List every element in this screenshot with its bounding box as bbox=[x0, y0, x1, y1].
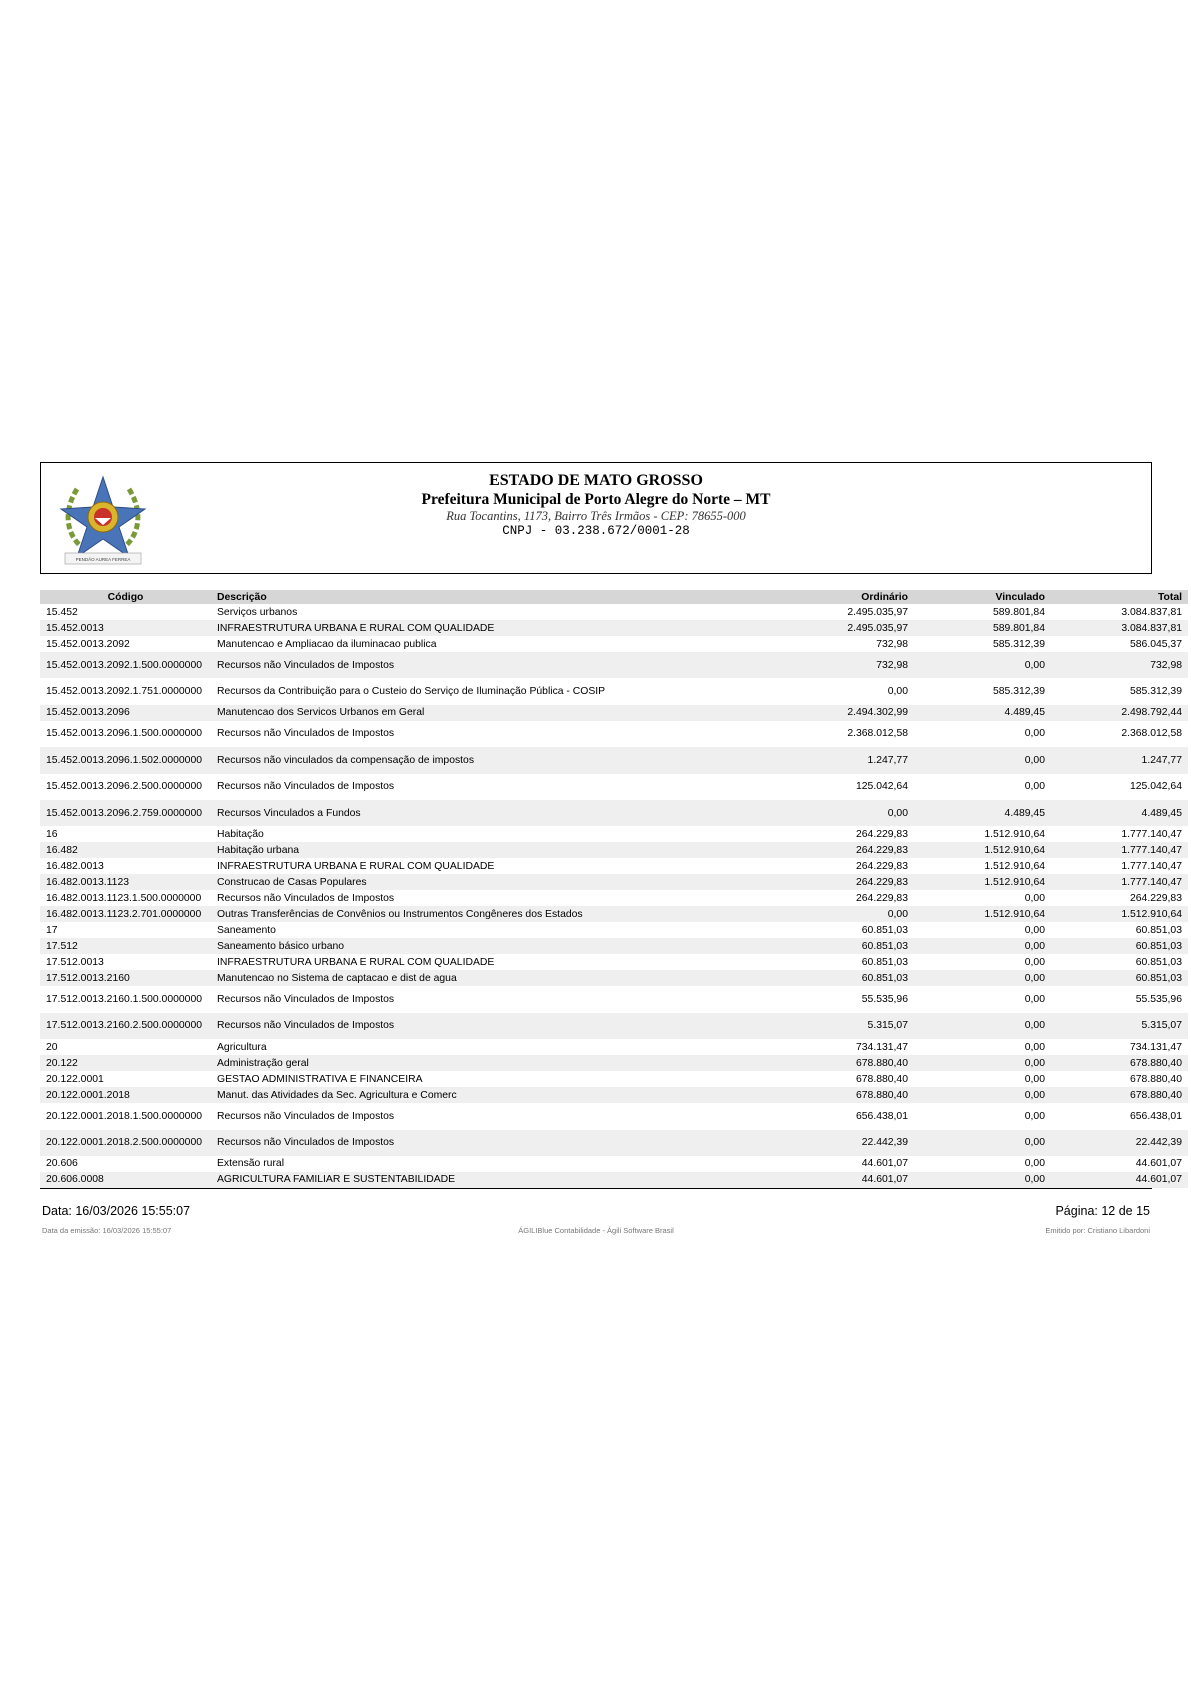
cell-vinculado: 0,00 bbox=[1024, 728, 1045, 740]
cell-ordinario: 5.315,07 bbox=[769, 1013, 914, 1039]
cell-description: Recursos não Vinculados de Impostos bbox=[211, 1130, 769, 1156]
cell-description: Saneamento bbox=[217, 924, 276, 936]
cnpj-line: CNPJ - 03.238.672/0001-28 bbox=[502, 524, 690, 538]
table-row bbox=[40, 1071, 1188, 1087]
table-row bbox=[40, 604, 1188, 620]
table-row bbox=[40, 938, 1188, 954]
cell-code: 20.122 bbox=[40, 1055, 211, 1071]
cell-description: Recursos não Vinculados de Impostos bbox=[211, 1013, 769, 1039]
address-line: Rua Tocantins, 1173, Bairro Três Irmãos - CEP: 78655-000 bbox=[446, 509, 746, 523]
cell-ordinario: 60.851,03 bbox=[861, 956, 908, 968]
cell-code: 15.452.0013.2096.1.500.0000000 bbox=[46, 728, 203, 740]
cell-description: Recursos Vinculados a Fundos bbox=[211, 800, 769, 826]
cell-code: 15.452.0013.2092.1.500.0000000 bbox=[40, 652, 211, 678]
cell-total: 1.512.910,64 bbox=[1051, 906, 1188, 922]
cell-total: 55.535,96 bbox=[1135, 994, 1182, 1006]
cell-code: 20.122.0001 bbox=[46, 1073, 104, 1085]
cell-ordinario: 2.495.035,97 bbox=[769, 620, 914, 636]
table-row bbox=[40, 826, 1188, 842]
cell-ordinario: 732,98 bbox=[769, 652, 914, 678]
cell-description: Recursos não Vinculados de Impostos bbox=[217, 728, 395, 740]
cell-ordinario: 678.880,40 bbox=[855, 1073, 908, 1085]
cell-description: Recursos não Vinculados de Impostos bbox=[217, 994, 395, 1006]
cell-vinculado: 0,00 bbox=[914, 747, 1051, 773]
state-title: ESTADO DE MATO GROSSO bbox=[489, 472, 703, 489]
cell-code: 16.482.0013.1123 bbox=[40, 874, 211, 890]
cell-total: 22.442,39 bbox=[1051, 1130, 1188, 1156]
table-row bbox=[40, 721, 1188, 747]
cell-code: 16.482 bbox=[40, 842, 211, 858]
cell-vinculado: 0,00 bbox=[914, 1013, 1051, 1039]
cell-ordinario: 60.851,03 bbox=[769, 970, 914, 986]
cell-description: Habitação bbox=[217, 828, 264, 840]
table-row bbox=[40, 1103, 1188, 1129]
table-bottom-rule bbox=[40, 1188, 1152, 1189]
cell-vinculado: 0,00 bbox=[1024, 994, 1045, 1006]
cell-ordinario: 22.442,39 bbox=[769, 1130, 914, 1156]
cell-ordinario: 678.880,40 bbox=[769, 1087, 914, 1103]
cell-total: 60.851,03 bbox=[1135, 956, 1182, 968]
cell-total: 60.851,03 bbox=[1051, 970, 1188, 986]
cell-description: Recursos não Vinculados de Impostos bbox=[217, 892, 395, 904]
cell-ordinario: 55.535,96 bbox=[861, 994, 908, 1006]
cell-ordinario: 60.851,03 bbox=[861, 924, 908, 936]
cell-vinculado: 589.801,84 bbox=[992, 606, 1045, 618]
cell-code: 16 bbox=[46, 828, 58, 840]
cell-vinculado: 0,00 bbox=[1024, 1110, 1045, 1122]
cell-ordinario: 1.247,77 bbox=[769, 747, 914, 773]
cell-total: 678.880,40 bbox=[1129, 1073, 1182, 1085]
cell-vinculado: 0,00 bbox=[1024, 924, 1045, 936]
cell-vinculado: 1.512.910,64 bbox=[984, 828, 1045, 840]
table-row bbox=[40, 986, 1188, 1012]
cell-ordinario: 264.229,83 bbox=[769, 842, 914, 858]
cell-total: 2.368.012,58 bbox=[1121, 728, 1182, 740]
cell-code: 17.512 bbox=[40, 938, 211, 954]
column-header-ordinario: Ordinário bbox=[769, 590, 914, 604]
cell-ordinario: 264.229,83 bbox=[855, 860, 908, 872]
cell-vinculado: 0,00 bbox=[1024, 956, 1045, 968]
column-header-code: Código bbox=[40, 590, 211, 604]
cell-code: 20.606 bbox=[46, 1158, 78, 1170]
cell-vinculado: 0,00 bbox=[1024, 1073, 1045, 1085]
cell-description: AGRICULTURA FAMILIAR E SUSTENTABILIDADE bbox=[211, 1172, 769, 1188]
cell-ordinario: 264.229,83 bbox=[855, 892, 908, 904]
cell-total: 678.880,40 bbox=[1051, 1087, 1188, 1103]
table-row bbox=[40, 954, 1188, 970]
cell-total: 586.045,37 bbox=[1129, 638, 1182, 650]
cell-ordinario: 734.131,47 bbox=[855, 1041, 908, 1053]
logo-banner: PENDÃO AUREA FERREA bbox=[75, 557, 131, 562]
cell-ordinario: 0,00 bbox=[769, 906, 914, 922]
cell-description: Outras Transferências de Convênios ou Instrumentos Congêneres dos Estados bbox=[211, 906, 769, 922]
cell-vinculado: 585.312,39 bbox=[992, 686, 1045, 698]
cell-vinculado: 0,00 bbox=[914, 1130, 1051, 1156]
cell-description: Habitação urbana bbox=[211, 842, 769, 858]
cell-description: Saneamento básico urbano bbox=[211, 938, 769, 954]
cell-code: 15.452.0013 bbox=[40, 620, 211, 636]
cell-description: Recursos não vinculados da compensação de impostos bbox=[211, 747, 769, 773]
cell-vinculado: 0,00 bbox=[914, 1172, 1051, 1188]
cell-total: 656.438,01 bbox=[1129, 1110, 1182, 1122]
cell-code: 20 bbox=[46, 1041, 58, 1053]
cell-total: 60.851,03 bbox=[1135, 924, 1182, 936]
cell-vinculado: 0,00 bbox=[1024, 892, 1045, 904]
expense-table bbox=[40, 590, 1188, 1188]
cell-total: 44.601,07 bbox=[1135, 1158, 1182, 1170]
cell-total: 3.084.837,81 bbox=[1051, 620, 1188, 636]
table-body bbox=[40, 604, 1188, 1188]
cell-vinculado: 1.512.910,64 bbox=[984, 860, 1045, 872]
cell-vinculado: 0,00 bbox=[1024, 1041, 1045, 1053]
cell-vinculado: 1.512.910,64 bbox=[914, 842, 1051, 858]
cell-code: 17 bbox=[46, 924, 58, 936]
table-row bbox=[40, 747, 1188, 773]
cell-total: 1.247,77 bbox=[1051, 747, 1188, 773]
cell-code: 16.482.0013 bbox=[46, 860, 104, 872]
cell-total: 678.880,40 bbox=[1051, 1055, 1188, 1071]
cell-vinculado: 0,00 bbox=[1024, 781, 1045, 793]
cell-code: 20.122.0001.2018 bbox=[40, 1087, 211, 1103]
cell-code: 17.512.0013.2160 bbox=[40, 970, 211, 986]
cell-code: 15.452.0013.2096.1.502.0000000 bbox=[40, 747, 211, 773]
column-header-vinculado: Vinculado bbox=[914, 590, 1051, 604]
cell-ordinario: 2.494.302,99 bbox=[769, 705, 914, 721]
cell-ordinario: 678.880,40 bbox=[769, 1055, 914, 1071]
table-row bbox=[40, 922, 1188, 938]
cell-description: Manutencao dos Servicos Urbanos em Geral bbox=[211, 705, 769, 721]
cell-code: 16.482.0013.1123.1.500.0000000 bbox=[46, 892, 202, 904]
cell-description: Manutencao e Ampliacao da iluminacao publica bbox=[217, 638, 437, 650]
cell-description: INFRAESTRUTURA URBANA E RURAL COM QUALIDADE bbox=[217, 860, 495, 872]
cell-vinculado: 0,00 bbox=[914, 938, 1051, 954]
cell-total: 1.777.140,47 bbox=[1121, 828, 1182, 840]
cell-total: 1.777.140,47 bbox=[1051, 842, 1188, 858]
table-row bbox=[40, 890, 1188, 906]
table-row bbox=[40, 678, 1188, 704]
cell-code: 15.452.0013.2092.1.751.0000000 bbox=[46, 686, 203, 698]
table-header-row bbox=[40, 590, 1188, 604]
cell-ordinario: 656.438,01 bbox=[855, 1110, 908, 1122]
table-row bbox=[40, 705, 1188, 721]
footer-page-number: Página: 12 de 15 bbox=[1055, 1204, 1150, 1218]
cell-total: 5.315,07 bbox=[1051, 1013, 1188, 1039]
table-row bbox=[40, 906, 1188, 922]
cell-description: Manut. das Atividades da Sec. Agricultura e Comerc bbox=[211, 1087, 769, 1103]
footer-emitted-by: Emitido por: Cristiano Libardoni bbox=[1045, 1226, 1150, 1235]
cell-code: 20.122.0001.2018.1.500.0000000 bbox=[46, 1110, 203, 1122]
cell-total: 3.084.837,81 bbox=[1121, 606, 1182, 618]
cell-total: 1.777.140,47 bbox=[1121, 860, 1182, 872]
cell-vinculado: 0,00 bbox=[914, 1055, 1051, 1071]
footer-software: ÁGILIBlue Contabilidade - Ágili Software Brasil bbox=[518, 1226, 674, 1235]
cell-description: Recursos não Vinculados de Impostos bbox=[217, 1110, 395, 1122]
cell-total: 264.229,83 bbox=[1129, 892, 1182, 904]
cell-description: Construcao de Casas Populares bbox=[211, 874, 769, 890]
cell-description: Recursos não Vinculados de Impostos bbox=[211, 652, 769, 678]
cell-vinculado: 0,00 bbox=[914, 1087, 1051, 1103]
cell-vinculado: 4.489,45 bbox=[914, 800, 1051, 826]
table-row bbox=[40, 1087, 1188, 1103]
cell-vinculado: 589.801,84 bbox=[914, 620, 1051, 636]
cell-vinculado: 1.512.910,64 bbox=[914, 874, 1051, 890]
cell-ordinario: 125.042,64 bbox=[855, 781, 908, 793]
table-row bbox=[40, 1055, 1188, 1071]
table-row bbox=[40, 970, 1188, 986]
table-row bbox=[40, 774, 1188, 800]
cell-code: 15.452.0013.2096 bbox=[40, 705, 211, 721]
cell-code: 17.512.0013.2160.1.500.0000000 bbox=[46, 994, 203, 1006]
cell-ordinario: 264.229,83 bbox=[855, 828, 908, 840]
cell-vinculado: 0,00 bbox=[1024, 1158, 1045, 1170]
table-row bbox=[40, 874, 1188, 890]
table-row bbox=[40, 800, 1188, 826]
cell-total: 585.312,39 bbox=[1129, 686, 1182, 698]
table-row bbox=[40, 858, 1188, 874]
table-row bbox=[40, 1156, 1188, 1172]
cell-ordinario: 60.851,03 bbox=[769, 938, 914, 954]
cell-total: 44.601,07 bbox=[1051, 1172, 1188, 1188]
cell-ordinario: 0,00 bbox=[887, 686, 908, 698]
cell-ordinario: 44.601,07 bbox=[769, 1172, 914, 1188]
municipality-title: Prefeitura Municipal de Porto Alegre do Norte – MT bbox=[421, 491, 771, 508]
cell-code: 17.512.0013.2160.2.500.0000000 bbox=[40, 1013, 211, 1039]
cell-ordinario: 0,00 bbox=[769, 800, 914, 826]
cell-total: 1.777.140,47 bbox=[1051, 874, 1188, 890]
column-header-description: Descrição bbox=[211, 590, 769, 604]
cell-vinculado: 0,00 bbox=[914, 652, 1051, 678]
cell-description: Recursos da Contribuição para o Custeio do Serviço de Iluminação Pública - COSIP bbox=[217, 686, 606, 698]
cell-code: 15.452 bbox=[46, 606, 78, 618]
cell-total: 734.131,47 bbox=[1129, 1041, 1182, 1053]
cell-vinculado: 585.312,39 bbox=[992, 638, 1045, 650]
cell-description: INFRAESTRUTURA URBANA E RURAL COM QUALIDADE bbox=[217, 956, 495, 968]
cell-ordinario: 264.229,83 bbox=[769, 874, 914, 890]
cell-vinculado: 0,00 bbox=[914, 970, 1051, 986]
footer-date: Data: 16/03/2026 15:55:07 bbox=[42, 1204, 191, 1218]
column-header-total: Total bbox=[1051, 590, 1188, 604]
cell-description: Extensão rural bbox=[217, 1158, 284, 1170]
cell-description: Manutencao no Sistema de captacao e dist de agua bbox=[211, 970, 769, 986]
cell-code: 20.122.0001.2018.2.500.0000000 bbox=[40, 1130, 211, 1156]
cell-ordinario: 732,98 bbox=[876, 638, 908, 650]
cell-code: 15.452.0013.2096.2.759.0000000 bbox=[40, 800, 211, 826]
report-header bbox=[40, 462, 1152, 574]
table-row bbox=[40, 842, 1188, 858]
cell-ordinario: 2.495.035,97 bbox=[847, 606, 908, 618]
table-row bbox=[40, 1130, 1188, 1156]
cell-description: GESTAO ADMINISTRATIVA E FINANCEIRA bbox=[217, 1073, 423, 1085]
cell-total: 60.851,03 bbox=[1051, 938, 1188, 954]
table-row bbox=[40, 636, 1188, 652]
table-row bbox=[40, 652, 1188, 678]
cell-ordinario: 2.368.012,58 bbox=[847, 728, 908, 740]
table-row bbox=[40, 1039, 1188, 1055]
cell-code: 15.452.0013.2092 bbox=[46, 638, 130, 650]
cell-vinculado: 1.512.910,64 bbox=[914, 906, 1051, 922]
cell-description: INFRAESTRUTURA URBANA E RURAL COM QUALIDADE bbox=[211, 620, 769, 636]
cell-total: 732,98 bbox=[1051, 652, 1188, 678]
expense-table-container bbox=[40, 590, 1182, 1189]
cell-total: 2.498.792,44 bbox=[1051, 705, 1188, 721]
table-row bbox=[40, 1172, 1188, 1188]
cell-description: Serviços urbanos bbox=[217, 606, 298, 618]
cell-description: Agricultura bbox=[217, 1041, 267, 1053]
cell-code: 15.452.0013.2096.2.500.0000000 bbox=[46, 781, 203, 793]
table-row bbox=[40, 1013, 1188, 1039]
cell-description: Recursos não Vinculados de Impostos bbox=[217, 781, 395, 793]
cell-total: 4.489,45 bbox=[1051, 800, 1188, 826]
cell-code: 17.512.0013 bbox=[46, 956, 104, 968]
cell-total: 125.042,64 bbox=[1129, 781, 1182, 793]
footer-emission-date: Data da emissão: 16/03/2026 15:55:07 bbox=[42, 1226, 172, 1235]
cell-ordinario: 44.601,07 bbox=[861, 1158, 908, 1170]
cell-code: 16.482.0013.1123.2.701.0000000 bbox=[40, 906, 211, 922]
cell-code: 20.606.0008 bbox=[40, 1172, 211, 1188]
table-row bbox=[40, 620, 1188, 636]
cell-description: Administração geral bbox=[211, 1055, 769, 1071]
cell-vinculado: 4.489,45 bbox=[914, 705, 1051, 721]
